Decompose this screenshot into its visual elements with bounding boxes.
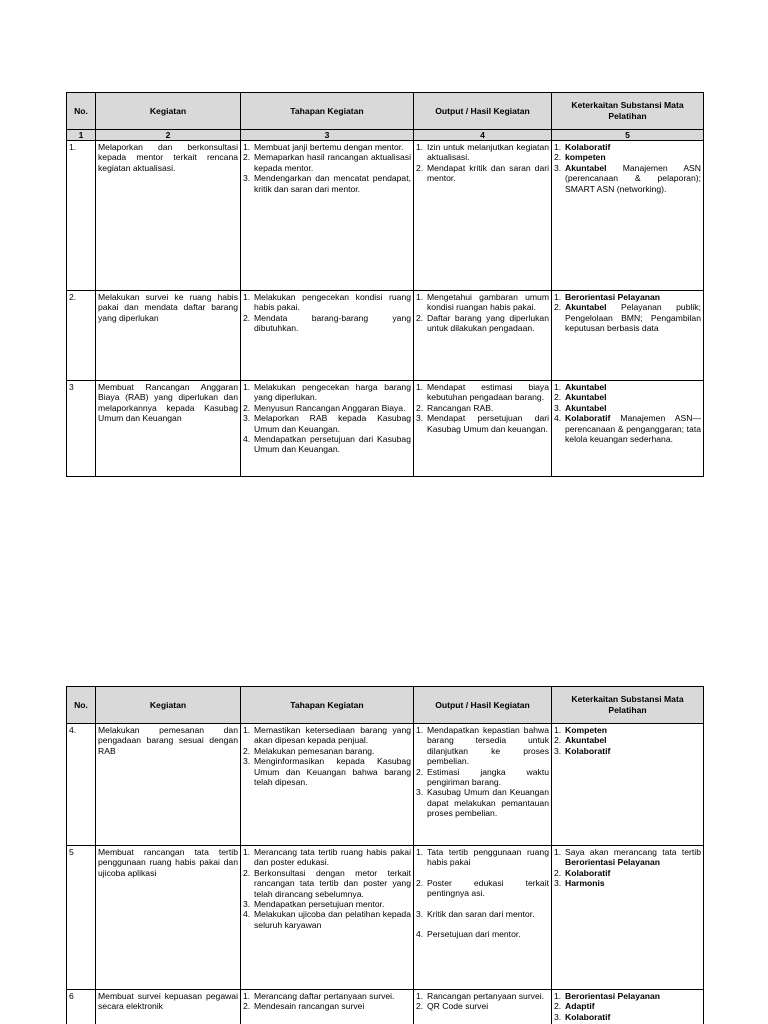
list-item — [243, 152, 411, 173]
list-item-text: Menginformasikan kepada Kasubag Umum dan Keuangan bahwa barang telah dipesan. — [254, 756, 411, 788]
list-item-number: 2. — [243, 402, 251, 413]
row-number: 6 — [67, 990, 96, 1024]
list-item-text: Melakukan pengecekan kondisi ruang habis pakai. — [254, 292, 411, 313]
list-item-text: Persetujuan dari mentor. — [427, 929, 521, 940]
list-item-text — [565, 1001, 701, 1011]
output-cell — [414, 724, 552, 846]
list-item-number: 2. — [554, 302, 562, 313]
list-item-text — [565, 382, 701, 392]
list-item-text: Membuat janji bertemu dengan mentor. — [254, 142, 404, 152]
list-item — [243, 756, 411, 787]
tahapan-cell — [241, 990, 414, 1024]
activity-table-2 — [66, 686, 704, 1024]
list-item-number: 2. — [554, 392, 562, 403]
list-item-number: 2. — [243, 152, 251, 163]
list-item-text: Izin untuk melanjutkan kegiatan aktualisasi. — [427, 142, 549, 163]
core-value-label: Adaptif — [565, 1001, 595, 1012]
header-output: Output / Hasil Kegiatan — [414, 687, 552, 724]
list-item-number: 2. — [416, 766, 424, 777]
list-item — [416, 929, 549, 939]
list-item-text — [565, 163, 701, 194]
core-value-label: Berorientasi Pelayanan — [565, 991, 661, 1001]
table-row — [67, 846, 704, 990]
list-item-number: 3. — [243, 756, 251, 767]
list-item — [243, 746, 411, 756]
list-item-text — [565, 413, 701, 444]
list-item-text: Estimasi jangka waktu pengiriman barang. — [427, 766, 549, 788]
list-item-text: Mendengarkan dan mencatat pendapat, kritik dan saran dari mentor. — [254, 173, 411, 194]
list-item-text: Kritik dan saran dari mentor. — [427, 908, 535, 919]
row-number: 4. — [67, 724, 96, 846]
core-value-label: Kompeten — [565, 725, 608, 735]
list-item-number: 2. — [416, 402, 424, 413]
column-number: 5 — [552, 130, 704, 141]
list-item — [416, 1001, 549, 1011]
keterkaitan-cell — [552, 381, 704, 477]
list-item-number: 4. — [554, 413, 562, 424]
list-item — [243, 725, 411, 746]
list-item-text: Mendapatkan persetujuan mentor. — [254, 899, 385, 910]
substance-text: Saya akan merancang tata tertib — [565, 847, 701, 857]
core-value-label: Kolaboratif — [565, 1011, 611, 1022]
list-item-text — [565, 735, 701, 745]
substance-text: Manajemen ASN—perencanaan & penganggaran; tata kelola keuangan sederhana. — [565, 413, 701, 445]
list-item-number: 3. — [554, 745, 562, 756]
list-item — [554, 1001, 701, 1011]
list-item — [554, 991, 701, 1001]
tahapan-cell — [241, 141, 414, 291]
list-item-text: Melakukan pemesanan barang. — [254, 745, 375, 756]
list-item — [554, 403, 701, 413]
list-item — [416, 403, 549, 413]
list-item-number: 3. — [243, 173, 251, 184]
core-value-label: Akuntabel — [565, 162, 607, 173]
list-item — [554, 868, 701, 878]
list-item — [243, 142, 411, 152]
list-item — [243, 434, 411, 455]
list-item-text — [565, 403, 701, 413]
list-item — [416, 313, 549, 334]
output-cell — [414, 846, 552, 990]
table-row — [67, 141, 704, 291]
column-number: 3 — [241, 130, 414, 141]
row-number: 1. — [67, 141, 96, 291]
list-item-number: 2. — [554, 867, 562, 878]
list-item-number: 1. — [554, 382, 562, 392]
substance-text: Manajemen ASN (perencanaan & pelaporan); SMART ASN (networking). — [565, 162, 701, 194]
list-item — [554, 735, 701, 745]
list-item-text: Rancangan RAB. — [427, 402, 494, 413]
list-item-text: Melakukan pengecekan harga barang yang diperlukan. — [254, 382, 411, 403]
list-item — [554, 152, 701, 162]
list-item-text — [565, 847, 701, 868]
list-item-number: 1. — [243, 142, 251, 152]
list-item-text: Merancang daftar pertanyaan survei. — [254, 991, 395, 1001]
core-value-label: Akuntabel — [565, 302, 607, 313]
list-item-number: 2. — [243, 745, 251, 756]
list-item-number: 1. — [416, 725, 424, 735]
column-number: 2 — [96, 130, 241, 141]
list-item-text: Menyusun Rancangan Anggaran Biaya. — [254, 402, 406, 413]
table-header-row — [67, 93, 704, 130]
list-item-number: 2. — [243, 1001, 251, 1012]
list-item — [416, 767, 549, 788]
list-item-text — [565, 746, 701, 756]
output-cell — [414, 141, 552, 291]
header-tahapan: Tahapan Kegiatan — [241, 687, 414, 724]
list-item-text: Poster edukasi terkait pentingnya asi. — [427, 877, 549, 899]
list-item-text — [565, 1012, 701, 1022]
list-item — [416, 413, 549, 434]
list-item-number: 3. — [243, 413, 251, 424]
list-item-text: Mendapatkan kepastian bahwa barang tersedia untuk dilanjutkan ke proses pembelian. — [427, 725, 549, 767]
list-item — [416, 909, 549, 919]
list-item-text — [565, 725, 701, 735]
core-value-label: kompeten — [565, 152, 606, 163]
list-item-number: 3. — [416, 413, 424, 424]
list-item — [554, 292, 701, 302]
core-value-label: Berorientasi Pelayanan — [565, 292, 661, 302]
list-item — [554, 382, 701, 392]
table-row — [67, 291, 704, 381]
substance-text: Pelayanan publik; Pengelolaan BMN; Pengambilan keputusan berbasis data — [565, 302, 701, 334]
list-item — [416, 878, 549, 899]
list-item-number: 1. — [243, 382, 251, 392]
list-item — [554, 302, 701, 333]
list-item-number: 1. — [554, 847, 562, 857]
list-item — [243, 847, 411, 868]
list-item-number: 4. — [416, 929, 424, 940]
column-number: 1 — [67, 130, 96, 141]
header-no: No. — [67, 93, 96, 130]
list-item — [554, 847, 701, 868]
list-item-text: Memaparkan hasil rancangan aktualisasi kepada mentor. — [254, 152, 411, 173]
header-kegiatan: Kegiatan — [96, 687, 241, 724]
header-keterkaitan: Keterkaitan Substansi Mata Pelatihan — [552, 93, 704, 130]
list-item — [416, 991, 549, 1001]
list-item-number: 2. — [416, 312, 424, 323]
list-item — [554, 392, 701, 402]
list-item-text: Merancang tata tertib ruang habis pakai dan poster edukasi. — [254, 847, 411, 868]
column-number: 4 — [414, 130, 552, 141]
core-value-label: Berorientasi Pelayanan — [565, 857, 661, 868]
core-value-label: Akuntabel — [565, 392, 607, 403]
kegiatan-cell: Melakukan pemesanan dan pengadaan barang sesuai dengan RAB — [96, 724, 241, 846]
row-number: 2. — [67, 291, 96, 381]
table-row — [67, 381, 704, 477]
list-item — [554, 878, 701, 888]
core-value-label: Kolaboratif — [565, 413, 611, 424]
tahapan-cell — [241, 291, 414, 381]
list-item — [243, 899, 411, 909]
keterkaitan-cell — [552, 846, 704, 990]
list-item-number: 2. — [416, 877, 424, 888]
table-row — [67, 724, 704, 846]
core-value-label: Akuntabel — [565, 402, 607, 413]
activity-table-1 — [66, 92, 704, 477]
list-item — [243, 1001, 411, 1011]
core-value-label: Akuntabel — [565, 382, 607, 392]
keterkaitan-cell — [552, 724, 704, 846]
list-item-text: Berkonsultasi dengan metor terkait rancangan tata tertib dan poster yang telah dirancang sebelumnya. — [254, 867, 411, 899]
header-tahapan: Tahapan Kegiatan — [241, 93, 414, 130]
list-item-number: 3. — [554, 1011, 562, 1022]
list-item-number: 2. — [416, 1001, 424, 1012]
list-item — [243, 991, 411, 1001]
list-item-text: Mendapat estimasi biaya kebutuhan pengadaan barang. — [427, 382, 549, 403]
list-item-text — [565, 991, 701, 1001]
list-item-text: Melaporkan RAB kepada Kasubag Umum dan Keuangan. — [254, 413, 411, 434]
list-item-text: Mendata barang-barang yang dibutuhkan. — [254, 312, 411, 334]
list-item-text — [565, 142, 701, 152]
list-item-number: 1. — [554, 725, 562, 735]
list-item — [243, 909, 411, 930]
tahapan-cell — [241, 724, 414, 846]
list-item-text — [565, 878, 701, 888]
list-item-number: 2. — [554, 735, 562, 746]
kegiatan-cell: Membuat survei kepuasan pegawai secara elektronik — [96, 990, 241, 1024]
list-item — [416, 787, 549, 818]
keterkaitan-cell — [552, 291, 704, 381]
keterkaitan-cell — [552, 141, 704, 291]
list-item — [416, 163, 549, 184]
list-item-number: 3. — [554, 402, 562, 413]
list-item-number: 2. — [243, 312, 251, 323]
list-item-number: 1. — [554, 991, 562, 1001]
list-item-text — [565, 302, 701, 333]
list-item — [554, 163, 701, 194]
list-item-number: 1. — [243, 292, 251, 302]
list-item-text: Daftar barang yang diperlukan untuk dilakukan pengadaan. — [427, 312, 549, 334]
list-item-text: Kasubag Umum dan Keuangan dapat melakukan pemantauan proses pembelian. — [427, 787, 549, 819]
kegiatan-cell: Melakukan survei ke ruang habis pakai dan mendata daftar barang yang diperlukan — [96, 291, 241, 381]
list-item-text: Mendesain rancangan survei — [254, 1001, 365, 1012]
list-item-text: QR Code survei — [427, 1001, 489, 1012]
header-keterkaitan: Keterkaitan Substansi Mata Pelatihan — [552, 687, 704, 724]
list-item-number: 2. — [554, 1001, 562, 1012]
list-item — [554, 413, 701, 444]
list-item — [416, 382, 549, 403]
core-value-label: Akuntabel — [565, 735, 607, 746]
row-number: 5 — [67, 846, 96, 990]
list-item-number: 1. — [243, 991, 251, 1001]
header-kegiatan: Kegiatan — [96, 93, 241, 130]
list-item-number: 4. — [243, 909, 251, 920]
kegiatan-cell: Melaporkan dan berkonsultasi kepada mentor terkait rencana kegiatan aktualisasi. — [96, 141, 241, 291]
list-item-number: 1. — [416, 142, 424, 152]
tahapan-cell — [241, 846, 414, 990]
list-item — [243, 173, 411, 194]
list-item-number: 3. — [243, 899, 251, 910]
list-item-text: Melakukan ujicoba dan pelatihan kepada seluruh karyawan — [254, 909, 411, 930]
list-item-number: 3. — [416, 787, 424, 798]
list-item-text: Mendapatkan persetujuan dari Kasubag Umum dan Keuangan. — [254, 434, 411, 455]
list-item — [416, 847, 549, 868]
list-item — [554, 142, 701, 152]
column-number-row — [67, 130, 704, 141]
list-item-number: 1. — [416, 292, 424, 302]
list-item — [243, 413, 411, 434]
list-item — [243, 382, 411, 403]
list-item-text: Tata tertib penggunaan ruang habis pakai — [427, 847, 549, 868]
list-item — [554, 725, 701, 735]
core-value-label: Harmonis — [565, 878, 605, 889]
list-item-number: 1. — [416, 991, 424, 1001]
header-no: No. — [67, 687, 96, 724]
keterkaitan-cell — [552, 990, 704, 1024]
list-item-text: Mendapat persetujuan dari Kasubag Umum dan keuangan. — [427, 413, 549, 434]
list-item-number: 4. — [243, 434, 251, 445]
list-item — [416, 725, 549, 767]
list-item-text: Mengetahui gambaran umum kondisi ruangan habis pakai. — [427, 292, 549, 313]
kegiatan-cell: Membuat rancangan tata tertib penggunaan ruang habis pakai dan ujicoba aplikasi — [96, 846, 241, 990]
list-item-number: 1. — [243, 725, 251, 735]
list-item — [416, 292, 549, 313]
list-item-number: 2. — [416, 162, 424, 173]
kegiatan-cell: Membuat Rancangan Anggaran Biaya (RAB) yang diperlukan dan melaporkannya kepada Kasubag Umum dan Keuangan — [96, 381, 241, 477]
list-item-number: 1. — [554, 142, 562, 152]
list-item-number: 1. — [243, 847, 251, 857]
row-number: 3 — [67, 381, 96, 477]
table-header-row — [67, 687, 704, 724]
core-value-label: Kolaboratif — [565, 745, 611, 756]
output-cell — [414, 381, 552, 477]
list-item-number: 1. — [554, 292, 562, 302]
list-item — [554, 1012, 701, 1022]
list-item-number: 3. — [416, 908, 424, 919]
list-item — [243, 313, 411, 334]
list-item-number: 3. — [554, 162, 562, 173]
core-value-label: Kolaboratif — [565, 142, 611, 152]
core-value-label: Kolaboratif — [565, 867, 611, 878]
header-output: Output / Hasil Kegiatan — [414, 93, 552, 130]
list-item-number: 1. — [416, 382, 424, 392]
list-item — [554, 746, 701, 756]
table-row — [67, 990, 704, 1024]
list-item-text: Rancangan pertanyaan survei. — [427, 991, 545, 1001]
output-cell — [414, 291, 552, 381]
list-item-text: Memastikan ketersediaan barang yang akan dipesan kepada penjual. — [254, 725, 411, 746]
list-item-number: 3. — [554, 878, 562, 889]
list-item — [243, 292, 411, 313]
list-item — [416, 142, 549, 163]
list-item-text — [565, 392, 701, 402]
list-item-number: 1. — [416, 847, 424, 857]
tahapan-cell — [241, 381, 414, 477]
list-item-number: 2. — [243, 867, 251, 878]
list-item — [243, 403, 411, 413]
list-item-text: Mendapat kritik dan saran dari mentor. — [427, 162, 549, 184]
list-item-text — [565, 152, 701, 162]
list-item-text — [565, 868, 701, 878]
list-item — [243, 868, 411, 899]
list-item-text — [565, 292, 701, 302]
list-item-number: 2. — [554, 152, 562, 163]
output-cell — [414, 990, 552, 1024]
